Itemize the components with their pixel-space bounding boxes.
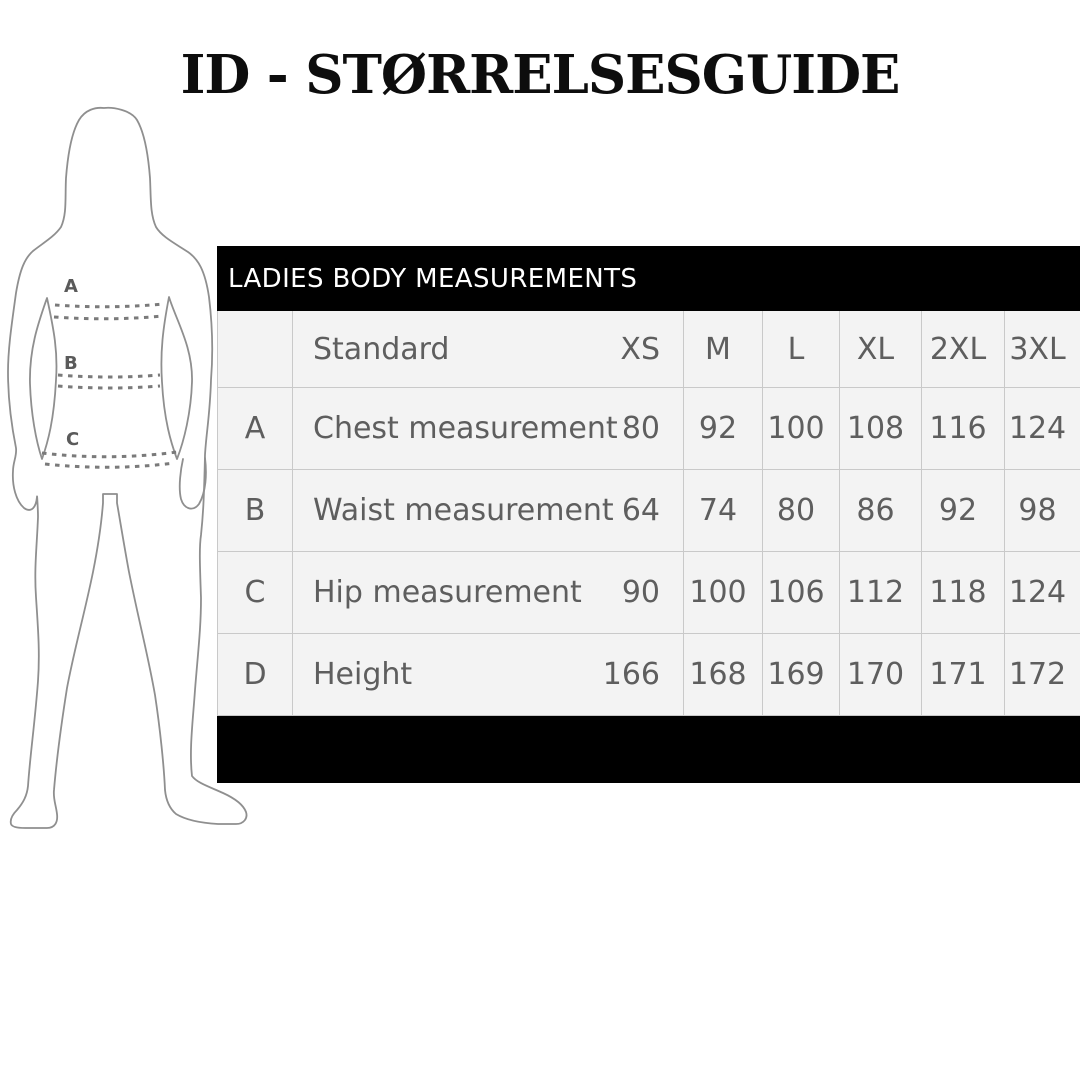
row-label: Chest measurement [313,411,618,446]
figure-label-hip: C [66,429,80,450]
measurement-grid [217,311,1080,716]
table-title: LADIES BODY MEASUREMENTS [228,263,638,294]
row-value: 112 [840,552,922,634]
woman-outline-illustration [0,95,252,840]
row-value: 106 [763,552,840,634]
row-value: 116 [922,388,1005,470]
waist-measure-line [58,375,160,377]
row-letter: A [218,388,293,470]
row-value: 124 [1005,552,1080,634]
row-letter: D [218,634,293,716]
page-title: ID - STØRRELSESGUIDE [180,44,900,106]
row-value: 108 [840,388,922,470]
right-hand-line [180,458,206,509]
right-arm-gap [161,297,192,459]
header-3xl: 3XL [1005,311,1080,388]
row-label-cell [293,388,684,470]
row-letter: B [218,470,293,552]
header-xl: XL [840,311,922,388]
row-label-cell [293,552,684,634]
header-standard-cell [293,311,684,388]
row-xs-value: 90 [621,575,660,610]
row-value: 100 [763,388,840,470]
row-value: 118 [922,552,1005,634]
row-label-cell [293,470,684,552]
size-guide-table [217,246,1080,783]
row-value: 172 [1005,634,1080,716]
row-label: Waist measurement [313,493,614,528]
header-m: M [684,311,763,388]
row-value: 74 [684,470,763,552]
chest-measure-line-2 [54,316,163,319]
body-measurement-figure [0,95,252,840]
header-empty-cell [218,311,293,388]
row-value: 168 [684,634,763,716]
figure-label-waist: B [64,353,78,374]
row-value: 171 [922,634,1005,716]
hip-measure-line-2 [45,463,174,467]
row-xs-value: 80 [621,411,660,446]
header-2xl: 2XL [922,311,1005,388]
row-value: 170 [840,634,922,716]
header-l: L [763,311,840,388]
row-xs-value: 64 [621,493,660,528]
hip-measure-line [42,452,177,457]
header-xs: XS [620,331,660,367]
table-footer-bar [217,716,1080,783]
row-value: 92 [922,470,1005,552]
waist-measure-line-2 [58,386,160,388]
row-label: Height [313,657,413,692]
row-value: 98 [1005,470,1080,552]
header-standard: Standard [313,331,450,367]
row-value: 169 [763,634,840,716]
table-title-bar [217,246,1080,311]
chest-measure-line [55,304,163,307]
row-value: 86 [840,470,922,552]
row-label-cell [293,634,684,716]
row-value: 100 [684,552,763,634]
left-arm-gap [30,298,57,459]
row-value: 124 [1005,388,1080,470]
row-letter: C [218,552,293,634]
row-value: 92 [684,388,763,470]
figure-label-chest: A [64,276,78,297]
row-label: Hip measurement [313,575,582,610]
row-value: 80 [763,470,840,552]
row-xs-value: 166 [602,657,660,692]
